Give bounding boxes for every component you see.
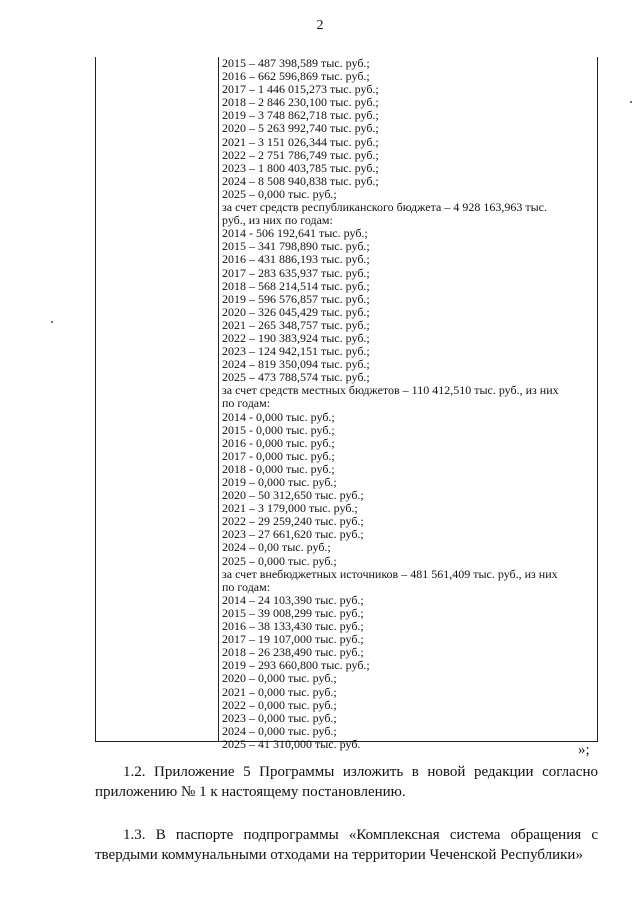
- table-line: 2020 – 0,000 тыс. руб.;: [222, 671, 337, 686]
- table-line: по годам:: [222, 579, 271, 594]
- table-line: 2016 – 38 133,430 тыс. руб.;: [222, 619, 364, 634]
- table-line: 2020 – 326 045,429 тыс. руб.;: [222, 304, 370, 319]
- table-line: 2018 – 2 846 230,100 тыс. руб.;: [222, 95, 379, 110]
- table-line: 2023 – 124 942,151 тыс. руб.;: [222, 344, 370, 359]
- table-line: 2021 – 0,000 тыс. руб.;: [222, 684, 337, 699]
- paragraph-1-3: [95, 825, 598, 865]
- closing-quote: »;: [578, 742, 590, 758]
- table-line: 2016 - 0,000 тыс. руб.;: [222, 435, 335, 450]
- table-line: 2021 – 265 348,757 тыс. руб.;: [222, 317, 370, 332]
- table-line: 2017 – 283 635,937 тыс. руб.;: [222, 265, 370, 280]
- table-line: 2023 – 1 800 403,785 тыс. руб.;: [222, 160, 379, 175]
- scan-speck: [630, 101, 632, 103]
- table-line: 2023 – 0,000 тыс. руб.;: [222, 710, 337, 725]
- table-line: 2023 – 27 661,620 тыс. руб.;: [222, 527, 364, 542]
- table-line: 2022 – 190 383,924 тыс. руб.;: [222, 330, 370, 345]
- paragraph-1-3-text: 1.3. В паспорте подпрограммы «Комплексная система обращения с твердыми коммунальными отходами на территории Чеченской Республики»: [95, 827, 598, 863]
- table-line: за счет внебюджетных источников – 481 561,409 тыс. руб., из них: [222, 566, 558, 581]
- table-line: 2025 – 41 310,000 тыс. руб.: [222, 736, 361, 751]
- table-line: 2024 – 819 350,094 тыс. руб.;: [222, 357, 370, 372]
- table-line: 2014 – 24 103,390 тыс. руб.;: [222, 592, 364, 607]
- table-line: 2021 – 3 151 026,344 тыс. руб.;: [222, 134, 379, 149]
- table-line: 2018 – 26 238,490 тыс. руб.;: [222, 645, 364, 660]
- table-line: 2024 – 8 508 940,838 тыс. руб.;: [222, 173, 379, 188]
- funding-table: [95, 56, 598, 751]
- scan-speck: [51, 321, 53, 323]
- table-line: 2014 - 506 192,641 тыс. руб.;: [222, 226, 368, 241]
- table-line: 2020 – 50 312,650 тыс. руб.;: [222, 488, 364, 503]
- table-line: 2025 – 473 788,574 тыс. руб.;: [222, 370, 370, 385]
- table-line: 2022 – 0,000 тыс. руб.;: [222, 697, 337, 712]
- table-line: 2019 – 0,000 тыс. руб.;: [222, 475, 337, 489]
- table-line: 2019 – 3 748 862,718 тыс. руб.;: [222, 108, 379, 123]
- table-line: 2016 – 431 886,193 тыс. руб.;: [222, 252, 370, 267]
- table-line: 2020 – 5 263 992,740 тыс. руб.;: [222, 121, 379, 136]
- table-line: 2015 – 487 398,589 тыс. руб.;: [222, 56, 370, 70]
- table-line: 2024 – 0,000 тыс. руб.;: [222, 723, 337, 738]
- table-line: руб., из них по годам:: [222, 213, 333, 228]
- table-line: 2015 - 0,000 тыс. руб.;: [222, 422, 335, 437]
- table-line: по годам:: [222, 396, 271, 411]
- paragraph-1-2-text: 1.2. Приложение 5 Программы изложить в новой редакции согласно приложению № 1 к настоящему постановлению.: [95, 764, 598, 800]
- table-line: 2018 – 568 214,514 тыс. руб.;: [222, 278, 370, 293]
- page-number: 2: [316, 18, 324, 33]
- table-line: 2025 – 0,000 тыс. руб.;: [222, 553, 337, 568]
- table-line: 2014 - 0,000 тыс. руб.;: [222, 409, 335, 424]
- table-line: 2016 – 662 596,869 тыс. руб.;: [222, 69, 370, 84]
- table-line: за счет средств республиканского бюджета – 4 928 163,963 тыс.: [222, 200, 547, 215]
- table-line: 2025 – 0,000 тыс. руб.;: [222, 186, 337, 201]
- table-line: 2019 – 596 576,857 тыс. руб.;: [222, 291, 370, 306]
- table-cell-funding: [222, 57, 594, 751]
- table-line: за счет средств местных бюджетов – 110 412,510 тыс. руб., из них: [222, 383, 559, 398]
- table-line: 2021 – 3 179,000 тыс. руб.;: [222, 501, 358, 516]
- table-line: 2015 – 341 798,890 тыс. руб.;: [222, 239, 370, 254]
- table-line: 2019 – 293 660,800 тыс. руб.;: [222, 658, 370, 673]
- table-line: 2022 – 2 751 786,749 тыс. руб.;: [222, 147, 379, 162]
- table-line: 2017 – 1 446 015,273 тыс. руб.;: [222, 82, 379, 97]
- table-line: 2017 - 0,000 тыс. руб.;: [222, 448, 335, 463]
- table-line: 2015 – 39 008,299 тыс. руб.;: [222, 605, 364, 620]
- table-line: 2022 – 29 259,240 тыс. руб.;: [222, 514, 364, 529]
- table-column-divider: [218, 57, 219, 742]
- paragraph-1-2: [95, 762, 598, 802]
- table-line: 2024 – 0,00 тыс. руб.;: [222, 540, 331, 555]
- table-line: 2017 – 19 107,000 тыс. руб.;: [222, 632, 364, 647]
- table-line: 2018 - 0,000 тыс. руб.;: [222, 461, 335, 476]
